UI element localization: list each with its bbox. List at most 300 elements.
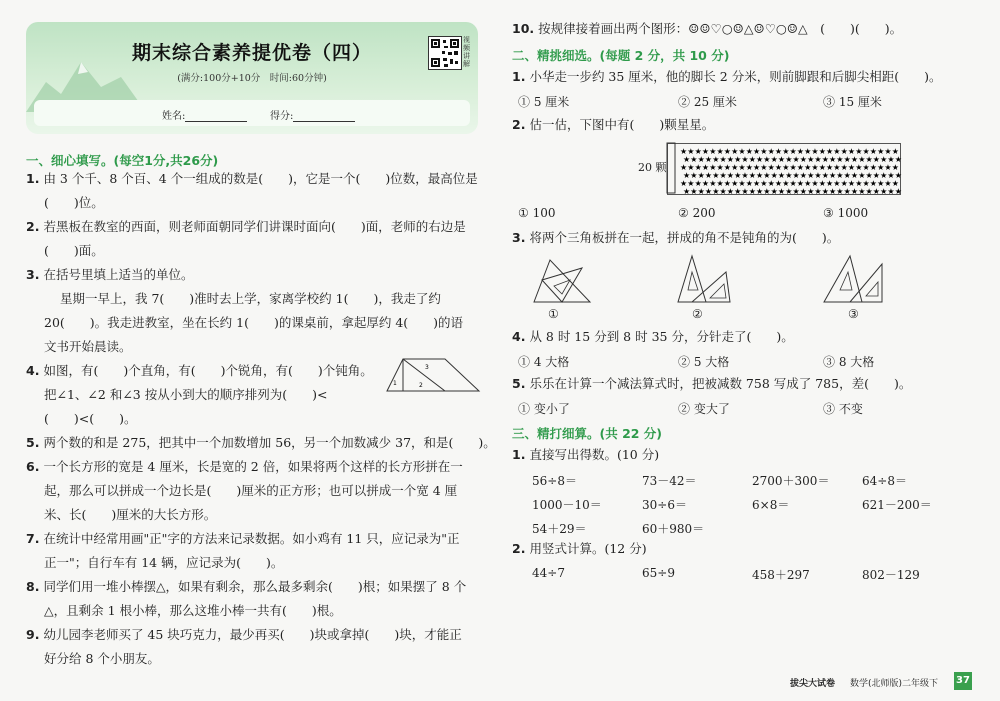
question-text: 20( )。我走进教室，坐在长约 1( )的课桌前，拿起厚约 4( )的语 xyxy=(44,315,464,330)
star-icon: ★ xyxy=(884,163,892,172)
star-icon: ★ xyxy=(811,163,819,172)
choice-q4-text: 从 8 时 15 分到 8 时 35 分，分针走了( )。 xyxy=(529,329,794,344)
question-number: 8. xyxy=(26,579,40,594)
star-icon: ★ xyxy=(726,155,734,164)
angle-figure xyxy=(385,357,481,393)
left-line xyxy=(44,316,463,330)
star-icon: ★ xyxy=(767,147,775,156)
star-icon: ★ xyxy=(833,163,841,172)
option-2[interactable]: ② 5 大格 xyxy=(678,355,730,369)
star-icon: ★ xyxy=(712,187,720,196)
left-line xyxy=(44,604,342,618)
svg-text:3: 3 xyxy=(425,364,429,371)
star-icon: ★ xyxy=(884,147,892,156)
star-icon: ★ xyxy=(840,163,848,172)
option-1[interactable]: ① xyxy=(548,307,559,321)
star-icon: ★ xyxy=(785,187,793,196)
star-icon: ★ xyxy=(748,171,756,180)
calc-item[interactable]: 6×8＝ xyxy=(752,498,790,512)
star-icon: ★ xyxy=(763,155,771,164)
triangle-figure-2 xyxy=(676,254,732,304)
star-icon: ★ xyxy=(818,147,826,156)
question-text: 星期一早上，我 7( )准时去上学，家离学校约 1( )，我走了约 xyxy=(60,291,441,306)
star-icon: ★ xyxy=(850,171,859,180)
star-icon: ★ xyxy=(745,163,753,172)
star-icon: ★ xyxy=(833,147,841,156)
star-icon: ★ xyxy=(719,155,727,164)
star-icon: ★ xyxy=(792,171,800,180)
star-icon: ★ xyxy=(704,187,713,196)
star-icon: ★ xyxy=(683,171,691,180)
star-icon: ★ xyxy=(697,155,705,164)
star-icon: ★ xyxy=(840,147,848,156)
star-icon: ★ xyxy=(753,179,761,188)
star-icon: ★ xyxy=(833,179,841,188)
qr-label: 视频讲解 xyxy=(463,36,470,68)
star-icon: ★ xyxy=(694,163,702,172)
star-icon: ★ xyxy=(782,179,790,188)
question-10 xyxy=(512,22,902,36)
question-text: 在括号里填上适当的单位。 xyxy=(43,267,194,282)
star-icon: ★ xyxy=(894,155,902,164)
calc-item[interactable]: 73－42＝ xyxy=(642,474,697,488)
star-icon: ★ xyxy=(807,187,815,196)
star-icon: ★ xyxy=(723,147,731,156)
calc-q1-number: 1. xyxy=(512,447,526,462)
star-icon: ★ xyxy=(840,179,848,188)
score-label: 得分: xyxy=(270,111,294,122)
star-icon: ★ xyxy=(836,155,844,164)
star-icon: ★ xyxy=(687,163,695,172)
page-number: 37 xyxy=(954,672,972,690)
star-icon: ★ xyxy=(814,187,822,196)
svg-text:1: 1 xyxy=(393,380,397,387)
star-icon: ★ xyxy=(865,155,873,164)
left-line xyxy=(26,436,496,450)
star-icon: ★ xyxy=(726,171,734,180)
calc-item[interactable]: 64÷8＝ xyxy=(862,474,907,488)
star-icon: ★ xyxy=(789,163,797,172)
star-icon: ★ xyxy=(767,179,775,188)
star-icon: ★ xyxy=(712,171,720,180)
option-1[interactable]: ① 5 厘米 xyxy=(518,95,570,109)
star-icon: ★ xyxy=(799,187,807,196)
star-icon: ★ xyxy=(858,155,866,164)
star-icon: ★ xyxy=(843,187,851,196)
star-icon: ★ xyxy=(712,155,720,164)
question-text: 好分给 8 个小朋友。 xyxy=(44,651,160,666)
option-1[interactable]: ① 变小了 xyxy=(518,402,570,416)
star-icon: ★ xyxy=(865,187,873,196)
star-icon: ★ xyxy=(777,155,786,164)
star-icon: ★ xyxy=(738,163,746,172)
question-text: 文书开始晨读。 xyxy=(44,339,132,354)
star-icon: ★ xyxy=(887,187,895,196)
question-number: 5. xyxy=(26,435,40,450)
star-icon: ★ xyxy=(792,187,800,196)
star-icon: ★ xyxy=(884,179,892,188)
star-icon: ★ xyxy=(753,147,761,156)
question-text: 米、长( )厘米的大长方形。 xyxy=(44,507,217,522)
left-line xyxy=(60,292,441,306)
star-icon: ★ xyxy=(799,171,807,180)
star-icon: ★ xyxy=(887,171,895,180)
star-icon: ★ xyxy=(847,179,856,188)
star-icon: ★ xyxy=(734,171,742,180)
star-icon: ★ xyxy=(709,163,717,172)
star-icon: ★ xyxy=(796,147,804,156)
star-icon: ★ xyxy=(731,179,739,188)
star-icon: ★ xyxy=(770,171,778,180)
star-icon: ★ xyxy=(680,163,688,172)
score-field[interactable] xyxy=(270,107,355,122)
choice-q2-text: 估一估，下图中有( )颗星星。 xyxy=(529,117,715,132)
calc-item[interactable]: 621－200＝ xyxy=(862,498,932,512)
star-icon: ★ xyxy=(694,147,702,156)
left-line xyxy=(26,268,193,282)
star-icon: ★ xyxy=(869,163,877,172)
star-icon: ★ xyxy=(731,163,739,172)
star-icon: ★ xyxy=(785,155,793,164)
question-number: 4. xyxy=(26,363,40,378)
qr-code-icon[interactable] xyxy=(428,36,462,70)
star-icon: ★ xyxy=(741,155,749,164)
star-icon: ★ xyxy=(760,147,768,156)
star-icon: ★ xyxy=(891,147,899,156)
question-text: 幼儿园李老师买了 45 块巧克力，最少再买( )块或拿掉( )块，才能正 xyxy=(43,627,462,642)
star-icon: ★ xyxy=(726,187,734,196)
star-icon: ★ xyxy=(847,163,856,172)
choice-q2-number: 2. xyxy=(512,117,526,132)
calc-q2-number: 2. xyxy=(512,541,526,556)
option-1[interactable]: ① 4 大格 xyxy=(518,355,570,369)
star-icon: ★ xyxy=(862,147,870,156)
question-text: 起，那么可以拼成一个边长是( )厘米的正方形；也可以拼成一个宽 4 厘 xyxy=(44,483,458,498)
star-icon: ★ xyxy=(760,163,768,172)
choice-q5 xyxy=(512,377,911,391)
star-icon: ★ xyxy=(814,155,822,164)
star-icon: ★ xyxy=(716,163,724,172)
left-line xyxy=(44,340,132,354)
star-icon: ★ xyxy=(818,163,826,172)
left-line xyxy=(26,172,478,186)
star-icon: ★ xyxy=(887,155,895,164)
star-icon: ★ xyxy=(763,187,771,196)
star-icon: ★ xyxy=(760,179,768,188)
option-2[interactable]: ② xyxy=(692,307,703,321)
star-icon: ★ xyxy=(829,187,837,196)
star-icon: ★ xyxy=(704,171,713,180)
star-icon: ★ xyxy=(894,171,902,180)
star-icon: ★ xyxy=(690,155,698,164)
star-icon: ★ xyxy=(723,179,731,188)
left-line xyxy=(26,628,462,642)
star-icon: ★ xyxy=(785,171,793,180)
q10-text: 按规律接着画出两个图形：☺☺♡○☺△☺♡○☺△ ( )( )。 xyxy=(538,21,903,36)
question-text: 两个数的和是 275，把其中一个加数增加 56，另一个加数减少 37，和是( )。 xyxy=(43,435,496,450)
star-icon: ★ xyxy=(821,187,829,196)
star-icon: ★ xyxy=(687,147,695,156)
star-icon: ★ xyxy=(804,163,812,172)
stars-label: 20 颗 xyxy=(638,161,667,174)
star-icon: ★ xyxy=(807,171,815,180)
section-fill-blanks: 一、细心填写。(每空1分,共26分) xyxy=(26,153,219,168)
star-icon: ★ xyxy=(701,147,710,156)
choice-q1-text: 小华走一步约 35 厘米，他的脚长 2 分米，则前脚跟和后脚尖相距( )。 xyxy=(529,69,942,84)
left-line xyxy=(26,532,460,546)
question-text: 把∠1、∠2 和∠3 按从小到大的顺序排列为( )< xyxy=(44,387,328,402)
calc-q2 xyxy=(512,542,647,556)
left-line xyxy=(26,364,373,378)
calc-q1-text: 直接写出得数。(10 分) xyxy=(529,447,660,462)
star-icon: ★ xyxy=(891,179,899,188)
question-text: 若黑板在教室的西面，则老师面朝同学们讲课时面向( )面，老师的右边是 xyxy=(43,219,466,234)
calc-item[interactable]: 54＋29＝ xyxy=(532,522,587,536)
left-line xyxy=(44,652,160,666)
star-icon: ★ xyxy=(814,171,822,180)
star-icon: ★ xyxy=(862,163,870,172)
choice-q5-number: 5. xyxy=(512,376,526,391)
star-icon: ★ xyxy=(836,187,844,196)
star-icon: ★ xyxy=(719,187,727,196)
star-icon: ★ xyxy=(709,179,717,188)
star-icon: ★ xyxy=(748,155,756,164)
option-3[interactable]: ③ 不变 xyxy=(823,402,863,416)
question-text: 正一"；自行车有 14 辆，应记录为( )。 xyxy=(44,555,284,570)
question-text: ( )面。 xyxy=(44,243,104,258)
star-icon: ★ xyxy=(716,179,724,188)
choice-q5-text: 乐乐在计算一个减法算式时，把被减数 758 写成了 785，差( )。 xyxy=(529,376,912,391)
option-3[interactable]: ③ 15 厘米 xyxy=(823,95,882,109)
star-icon: ★ xyxy=(877,163,885,172)
left-line xyxy=(26,220,466,234)
calc-item[interactable]: 1000－10＝ xyxy=(532,498,602,512)
star-icon: ★ xyxy=(796,179,804,188)
question-text: 由 3 个千、8 个百、4 个一组成的数是( )，它是一个( )位数，最高位是 xyxy=(43,171,478,186)
question-text: 在统计中经常用画"正"字的方法来记录数据。如小鸡有 11 只，应记录为"正 xyxy=(43,531,460,546)
star-icon: ★ xyxy=(850,155,859,164)
option-3[interactable]: ③ 1000 xyxy=(823,206,869,220)
choice-q1-number: 1. xyxy=(512,69,526,84)
left-line xyxy=(26,460,463,474)
question-number: 3. xyxy=(26,267,40,282)
star-icon: ★ xyxy=(716,147,724,156)
question-number: 2. xyxy=(26,219,40,234)
star-icon: ★ xyxy=(877,147,885,156)
star-icon: ★ xyxy=(723,163,731,172)
left-line xyxy=(44,388,327,402)
left-line xyxy=(44,484,457,498)
question-number: 1. xyxy=(26,171,40,186)
footer-brand: 拔尖大试卷 xyxy=(790,679,836,689)
star-icon: ★ xyxy=(811,147,819,156)
footer-subject: 数学(北师版)二年级下 xyxy=(850,679,939,689)
section-calculation: 三、精打细算。(共 22 分) xyxy=(512,426,663,441)
star-icon: ★ xyxy=(753,163,761,172)
star-icon: ★ xyxy=(858,171,866,180)
star-icon: ★ xyxy=(872,171,880,180)
star-icon: ★ xyxy=(804,147,812,156)
star-icon: ★ xyxy=(745,179,753,188)
star-icon: ★ xyxy=(756,171,764,180)
question-text: 如图，有( )个直角，有( )个锐角，有( )个钝角。 xyxy=(43,363,373,378)
star-icon: ★ xyxy=(872,155,880,164)
option-3[interactable]: ③ 8 大格 xyxy=(823,355,875,369)
star-icon: ★ xyxy=(818,179,826,188)
star-icon: ★ xyxy=(829,155,837,164)
choice-q1 xyxy=(512,70,941,84)
exam-title: 期末综合素养提优卷（四） xyxy=(131,42,372,64)
left-line xyxy=(44,508,216,522)
option-1[interactable]: ① 100 xyxy=(518,206,556,220)
star-icon: ★ xyxy=(683,155,691,164)
star-icon: ★ xyxy=(697,187,705,196)
star-icon: ★ xyxy=(745,147,753,156)
name-score-bar xyxy=(34,100,470,126)
question-text: ( )位。 xyxy=(44,195,104,210)
star-icon: ★ xyxy=(796,163,804,172)
star-icon: ★ xyxy=(756,155,764,164)
question-text: 一个长方形的宽是 4 厘米，长是宽的 2 倍，如果将两个这样的长方形拼在一 xyxy=(43,459,463,474)
triangle-figure-1 xyxy=(532,258,592,304)
question-text: 同学们用一堆小棒摆△，如果有剩余，那么最多剩余( )根；如果摆了 8 个 xyxy=(43,579,467,594)
star-icon: ★ xyxy=(855,163,863,172)
option-2[interactable]: ② 25 厘米 xyxy=(678,95,737,109)
star-icon: ★ xyxy=(894,187,902,196)
choice-q2 xyxy=(512,118,714,132)
star-icon: ★ xyxy=(829,171,837,180)
question-number: 9. xyxy=(26,627,40,642)
star-icon: ★ xyxy=(687,179,695,188)
star-icon: ★ xyxy=(869,147,877,156)
star-icon: ★ xyxy=(789,147,797,156)
star-icon: ★ xyxy=(690,187,698,196)
star-icon: ★ xyxy=(774,163,783,172)
svg-text:2: 2 xyxy=(419,382,423,389)
question-text: △，且剩余 1 根小棒，那么这堆小棒一共有( )根。 xyxy=(44,603,342,618)
calc-item[interactable]: 30÷6＝ xyxy=(642,498,687,512)
triangle-figure-3 xyxy=(822,254,884,304)
left-line xyxy=(44,196,104,210)
star-icon: ★ xyxy=(789,179,797,188)
star-icon: ★ xyxy=(782,163,790,172)
calc-q1 xyxy=(512,448,659,462)
star-icon: ★ xyxy=(804,179,812,188)
vertical-calc-3[interactable]: 458＋297 xyxy=(752,568,810,582)
choice-q4-number: 4. xyxy=(512,329,526,344)
star-icon: ★ xyxy=(880,171,888,180)
option-2[interactable]: ② 变大了 xyxy=(678,402,730,416)
star-icon: ★ xyxy=(777,187,786,196)
vertical-calc-1[interactable]: 44÷7 xyxy=(532,566,565,580)
star-icon: ★ xyxy=(891,163,899,172)
star-icon: ★ xyxy=(850,187,859,196)
star-icon: ★ xyxy=(826,163,834,172)
option-3[interactable]: ③ xyxy=(848,307,859,321)
star-icon: ★ xyxy=(821,171,829,180)
name-field[interactable] xyxy=(162,107,247,122)
star-icon: ★ xyxy=(770,187,778,196)
star-icon: ★ xyxy=(792,155,800,164)
star-icon: ★ xyxy=(811,179,819,188)
star-icon: ★ xyxy=(869,179,877,188)
star-icon: ★ xyxy=(770,155,778,164)
vertical-calc-2[interactable]: 65÷9 xyxy=(642,566,675,580)
star-icon: ★ xyxy=(826,147,834,156)
star-icon: ★ xyxy=(877,179,885,188)
star-icon: ★ xyxy=(865,171,873,180)
star-icon: ★ xyxy=(843,171,851,180)
star-icon: ★ xyxy=(683,187,691,196)
star-icon: ★ xyxy=(741,171,749,180)
stars-bracket xyxy=(667,143,677,193)
option-2[interactable]: ② 200 xyxy=(678,206,716,220)
star-icon: ★ xyxy=(777,171,786,180)
star-icon: ★ xyxy=(734,155,742,164)
choice-q3 xyxy=(512,231,839,245)
star-icon: ★ xyxy=(690,171,698,180)
star-icon: ★ xyxy=(847,147,856,156)
star-icon: ★ xyxy=(862,179,870,188)
star-icon: ★ xyxy=(697,171,705,180)
star-icon: ★ xyxy=(843,155,851,164)
star-icon: ★ xyxy=(748,187,756,196)
left-line xyxy=(44,556,283,570)
star-icon: ★ xyxy=(880,187,888,196)
star-icon: ★ xyxy=(763,171,771,180)
calc-item[interactable]: 60＋980＝ xyxy=(642,522,705,536)
choice-q4 xyxy=(512,330,794,344)
section-choice: 二、精挑细选。(每题 2 分，共 10 分) xyxy=(512,48,730,63)
star-icon: ★ xyxy=(807,155,815,164)
star-icon: ★ xyxy=(782,147,790,156)
vertical-calc-4[interactable]: 802－129 xyxy=(862,568,920,582)
star-icon: ★ xyxy=(880,155,888,164)
left-line xyxy=(44,412,136,426)
star-icon: ★ xyxy=(701,163,710,172)
question-text: ( )<( )。 xyxy=(44,411,137,426)
star-icon: ★ xyxy=(767,163,775,172)
choice-q3-text: 将两个三角板拼在一起，拼成的角不是钝角的为( )。 xyxy=(529,230,840,245)
choice-q3-number: 3. xyxy=(512,230,526,245)
star-icon: ★ xyxy=(756,187,764,196)
star-icon: ★ xyxy=(774,147,783,156)
star-icon: ★ xyxy=(872,187,880,196)
star-icon: ★ xyxy=(738,147,746,156)
star-icon: ★ xyxy=(731,147,739,156)
star-icon: ★ xyxy=(855,147,863,156)
stars-image xyxy=(667,143,901,195)
star-icon: ★ xyxy=(701,179,710,188)
star-icon: ★ xyxy=(704,155,713,164)
star-icon: ★ xyxy=(855,179,863,188)
calc-item[interactable]: 2700＋300＝ xyxy=(752,474,830,488)
calc-q2-text: 用竖式计算。(12 分) xyxy=(529,541,647,556)
calc-item[interactable]: 56÷8＝ xyxy=(532,474,577,488)
star-icon: ★ xyxy=(719,171,727,180)
exam-header xyxy=(26,22,478,134)
star-icon: ★ xyxy=(738,179,746,188)
stars-grid xyxy=(668,144,900,194)
star-icon: ★ xyxy=(858,187,866,196)
star-icon: ★ xyxy=(734,187,742,196)
name-label: 姓名: xyxy=(162,111,186,122)
star-icon: ★ xyxy=(709,147,717,156)
star-icon: ★ xyxy=(680,179,688,188)
star-icon: ★ xyxy=(774,179,783,188)
question-number: 7. xyxy=(26,531,40,546)
left-line xyxy=(26,580,466,594)
